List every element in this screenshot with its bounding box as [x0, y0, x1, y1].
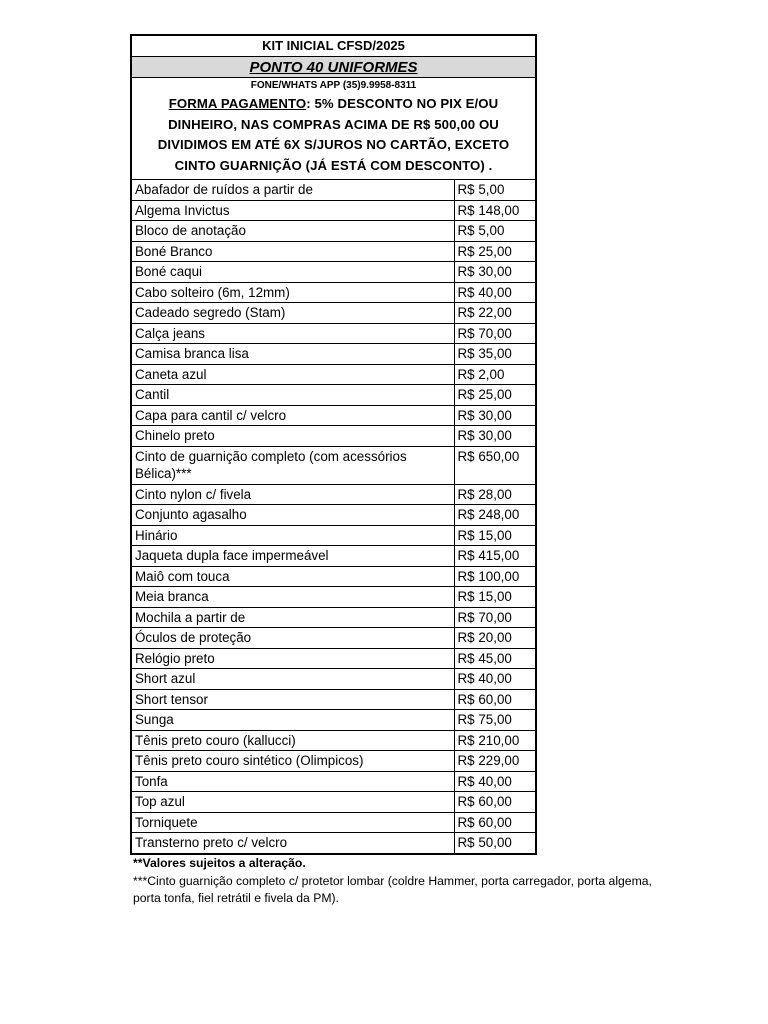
- table-row: [132, 833, 535, 853]
- item-price: R$ 30,00: [454, 405, 535, 426]
- table-row: [132, 792, 535, 813]
- item-price: R$ 25,00: [454, 241, 535, 262]
- item-price: R$ 28,00: [454, 484, 535, 505]
- item-name: Capa para cantil c/ velcro: [132, 405, 454, 426]
- payment-terms: [132, 93, 535, 180]
- item-name: Tênis preto couro sintético (Olimpicos): [132, 751, 454, 772]
- table-row: [132, 282, 535, 303]
- table-row: [132, 221, 535, 242]
- table-row: [132, 405, 535, 426]
- item-price: R$ 5,00: [457, 182, 505, 197]
- table-row: [132, 323, 535, 344]
- item-price: R$ 22,00: [454, 303, 535, 324]
- item-name: Algema Invictus: [132, 200, 454, 221]
- price-table: [132, 180, 535, 853]
- table-row: [132, 344, 535, 365]
- store-name: PONTO 40 UNIFORMES: [132, 57, 535, 78]
- item-name: Conjunto agasalho: [132, 505, 454, 526]
- item-name: Cinto nylon c/ fivela: [132, 484, 454, 505]
- item-price: R$ 15,00: [454, 525, 535, 546]
- table-row: [132, 607, 535, 628]
- table-row: [132, 648, 535, 669]
- item-name: Cinto de guarnição completo (com acessórios Bélica)***: [132, 446, 454, 484]
- item-name: Tênis preto couro (kallucci): [132, 730, 454, 751]
- item-price: R$ 248,00: [454, 505, 535, 526]
- item-price: R$ 75,00: [454, 710, 535, 731]
- table-row: [132, 628, 535, 649]
- item-price: R$ 35,00: [454, 344, 535, 365]
- item-price: R$ 70,00: [454, 323, 535, 344]
- item-name: Short tensor: [132, 689, 454, 710]
- item-name: Cadeado segredo (Stam): [132, 303, 454, 324]
- item-price: R$ 30,00: [454, 426, 535, 447]
- table-row: [132, 505, 535, 526]
- item-price: R$ 2,00: [454, 364, 535, 385]
- table-row: [132, 771, 535, 792]
- item-price: R$ 60,00: [454, 792, 535, 813]
- item-name: Tonfa: [132, 771, 454, 792]
- table-row: [132, 669, 535, 690]
- item-price: R$ 60,00: [454, 689, 535, 710]
- item-name: Boné caqui: [132, 262, 454, 283]
- payment-text: : 5% DESCONTO NO PIX E/OU DINHEIRO, NAS COMPRAS ACIMA DE R$ 500,00 OU DIVIDIMOS EM ATÉ 6X S/JUROS NO CARTÃO, EXCETO CINTO GUARNIÇÃO (JÁ ESTÁ COM DESCONTO) .: [157, 96, 510, 173]
- table-row: [132, 812, 535, 833]
- price-list-sheet: [130, 34, 537, 855]
- table-row: [132, 566, 535, 587]
- footnotes: [133, 855, 653, 908]
- table-row: [132, 730, 535, 751]
- item-name: Cantil: [132, 385, 454, 406]
- table-row: [132, 587, 535, 608]
- item-name: Mochila a partir de: [132, 607, 454, 628]
- item-price: R$ 148,00: [454, 200, 535, 221]
- table-row: [132, 751, 535, 772]
- table-row: [132, 385, 535, 406]
- item-name: Maiô com touca: [132, 566, 454, 587]
- item-name: Óculos de proteção: [132, 628, 454, 649]
- item-price: R$ 25,00: [454, 385, 535, 406]
- table-row: [132, 689, 535, 710]
- table-row: [132, 262, 535, 283]
- item-name: Top azul: [132, 792, 454, 813]
- belt-note: ***Cinto guarnição completo c/ protetor lombar (coldre Hammer, porta carregador, porta algema, porta tonfa, fiel retrátil e fivela da PM).: [133, 873, 652, 905]
- table-row: [132, 200, 535, 221]
- item-name: Bloco de anotação: [132, 221, 454, 242]
- table-row: [132, 303, 535, 324]
- item-name: Abafador de ruídos a partir de: [132, 180, 454, 200]
- item-name: Hinário: [132, 525, 454, 546]
- item-price: R$ 60,00: [454, 812, 535, 833]
- item-price: R$ 229,00: [454, 751, 535, 772]
- item-price: R$ 40,00: [454, 771, 535, 792]
- table-row: [132, 710, 535, 731]
- item-price: R$ 20,00: [454, 628, 535, 649]
- table-row: [132, 180, 535, 200]
- item-price: R$ 5,00: [454, 221, 535, 242]
- item-price: R$ 50,00: [454, 833, 535, 853]
- item-name: Camisa branca lisa: [132, 344, 454, 365]
- values-note: **Valores sujeitos a alteração.: [133, 856, 306, 870]
- table-row: [132, 364, 535, 385]
- item-name: Short azul: [132, 669, 454, 690]
- item-name: Caneta azul: [132, 364, 454, 385]
- table-row: [132, 426, 535, 447]
- item-name: Torniquete: [132, 812, 454, 833]
- table-row: [132, 484, 535, 505]
- table-row: [132, 546, 535, 567]
- kit-title: KIT INICIAL CFSD/2025: [132, 36, 535, 57]
- table-row: [132, 525, 535, 546]
- item-price: R$ 100,00: [454, 566, 535, 587]
- item-name: Relógio preto: [132, 648, 454, 669]
- item-price: R$ 15,00: [454, 587, 535, 608]
- item-price: R$ 45,00: [454, 648, 535, 669]
- item-name: Boné Branco: [132, 241, 454, 262]
- payment-label: FORMA PAGAMENTO: [168, 96, 307, 111]
- item-name: Sunga: [132, 710, 454, 731]
- item-name: Chinelo preto: [132, 426, 454, 447]
- item-name: Cabo solteiro (6m, 12mm): [132, 282, 454, 303]
- item-name: Calça jeans: [132, 323, 454, 344]
- table-row: [132, 446, 535, 484]
- table-row: [132, 241, 535, 262]
- item-price: R$ 650,00: [454, 446, 535, 484]
- store-phone: FONE/WHATS APP (35)9.9958-8311: [250, 80, 417, 91]
- item-price: R$ 30,00: [454, 262, 535, 283]
- item-price: R$ 210,00: [454, 730, 535, 751]
- item-price: R$ 70,00: [454, 607, 535, 628]
- item-price: R$ 40,00: [454, 282, 535, 303]
- item-name: Meia branca: [132, 587, 454, 608]
- item-name: Jaqueta dupla face impermeável: [132, 546, 454, 567]
- item-name: Transterno preto c/ velcro: [132, 833, 454, 853]
- item-price: R$ 40,00: [454, 669, 535, 690]
- item-price: R$ 415,00: [454, 546, 535, 567]
